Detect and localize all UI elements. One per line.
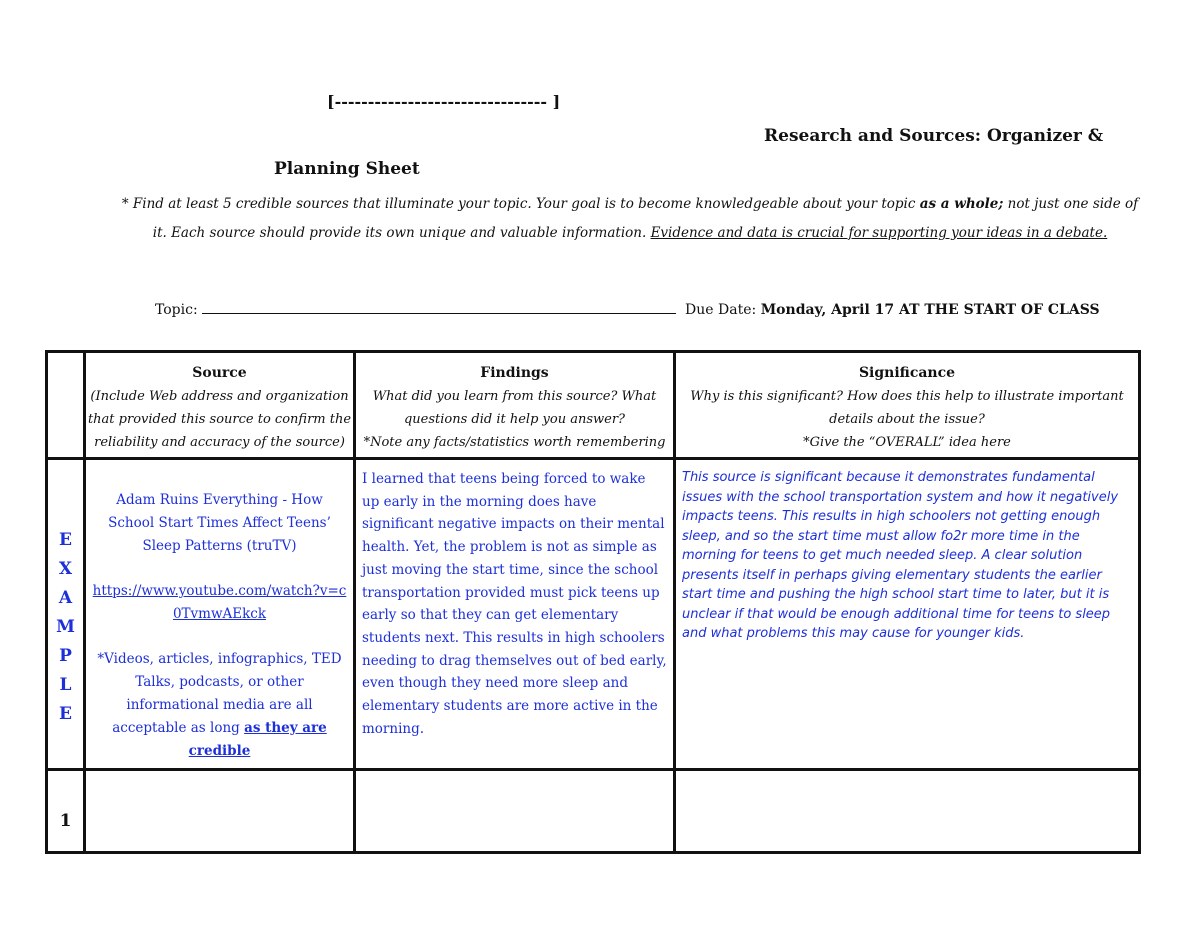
- example-source-note-emphasis: as they are credible: [188, 720, 327, 759]
- topic-row: [155, 301, 1100, 318]
- significance-heading: Significance: [858, 365, 956, 381]
- example-letter: L: [59, 675, 72, 695]
- significance-note: *Give the “OVERALL” idea here: [803, 435, 1011, 450]
- example-letter: X: [58, 559, 73, 579]
- example-findings-text: I learned that teens being forced to wake up early in the morning does have significant negative impacts on their mental health. Yet, the problem is not as simple as just moving the start time, since the school transportation provided must pick teens up early so that they can get elementary students next. This results in high schoolers needing to drag themselves out of bed early, even though they need more sleep and elementary students are more active in the morning.: [362, 471, 667, 737]
- example-findings-cell[interactable]: [355, 459, 675, 770]
- topic-label: Topic:: [155, 302, 198, 318]
- instructions-underlined: Evidence and data is crucial for supporting your ideas in a debate.: [650, 225, 1108, 241]
- example-source-note: [92, 648, 347, 763]
- header-significance-cell: [675, 352, 1140, 459]
- example-row: [47, 459, 1140, 770]
- findings-heading: Findings: [480, 365, 549, 381]
- instructions-bold: as a whole;: [919, 196, 1004, 212]
- example-label-cell: [47, 459, 85, 770]
- example-source-link[interactable]: https://www.youtube.com/watch?v=c0TvmwAEkck: [92, 583, 347, 622]
- row-1-findings-cell[interactable]: [355, 770, 675, 853]
- findings-note: *Note any facts/statistics worth remembering: [363, 435, 666, 450]
- table-header-row: [47, 352, 1140, 459]
- title-part-2: Planning Sheet: [274, 159, 420, 179]
- example-significance-text: This source is significant because it demonstrates fundamental issues with the school transportation system and how it negatively impacts teens. This results in high schoolers not getting enough sleep, and so the start time must allow fo2r more time in the morning for teens to get much needed sleep. A clear solution presents itself in perhaps giving elementary students the earlier start time and pushing the high school start time to later, but it is unclear if that would be enough additional time for teens to sleep and what problems this may cause for younger kids.: [682, 470, 1119, 641]
- instructions-text-a: * Find at least 5 credible sources that illuminate your topic. Your goal is to become knowledgeable about your topic: [121, 196, 920, 212]
- header-findings-cell: [355, 352, 675, 459]
- example-letter: A: [58, 588, 73, 608]
- due-date-value: Monday, April 17 AT THE START OF CLASS: [760, 302, 1100, 318]
- source-description: (Include Web address and organization that provided this source to confirm the reliability and accuracy of the source): [87, 389, 352, 450]
- table-row-1: [47, 770, 1140, 853]
- name-line: [-------------------------------- ]: [327, 92, 561, 111]
- row-1-label: 1: [59, 811, 72, 831]
- example-letter: E: [59, 530, 72, 550]
- source-heading: Source: [192, 365, 247, 381]
- instructions: [120, 190, 1140, 248]
- topic-blank-line[interactable]: [202, 301, 676, 314]
- title-part-1: Research and Sources: Organizer &: [764, 126, 1104, 146]
- example-source-cell[interactable]: [85, 459, 355, 770]
- organizer-table: [45, 350, 1141, 854]
- header-blank-cell: [47, 352, 85, 459]
- example-source-title: Adam Ruins Everything - How School Start Times Affect Teens’ Sleep Patterns (truTV): [108, 492, 331, 554]
- example-letter: P: [59, 646, 72, 666]
- instructions-text-b: not just one side of it. Each source should provide its own unique and valuable information.: [152, 196, 1139, 241]
- header-source-cell: [85, 352, 355, 459]
- due-date-label: Due Date:: [685, 302, 757, 318]
- row-1-source-cell[interactable]: [85, 770, 355, 853]
- example-letter: E: [59, 704, 72, 724]
- significance-description: Why is this significant? How does this help to illustrate important details about the issue?: [690, 389, 1124, 427]
- example-significance-cell[interactable]: [675, 459, 1140, 770]
- example-label: [48, 460, 83, 729]
- row-1-significance-cell[interactable]: [675, 770, 1140, 853]
- findings-description: What did you learn from this source? What questions did it help you answer?: [372, 389, 657, 427]
- row-1-label-cell: [47, 770, 85, 853]
- example-letter: M: [56, 617, 75, 637]
- example-source-note-text: *Videos, articles, infographics, TED Talks, podcasts, or other informational media are all acceptable as long: [97, 651, 342, 736]
